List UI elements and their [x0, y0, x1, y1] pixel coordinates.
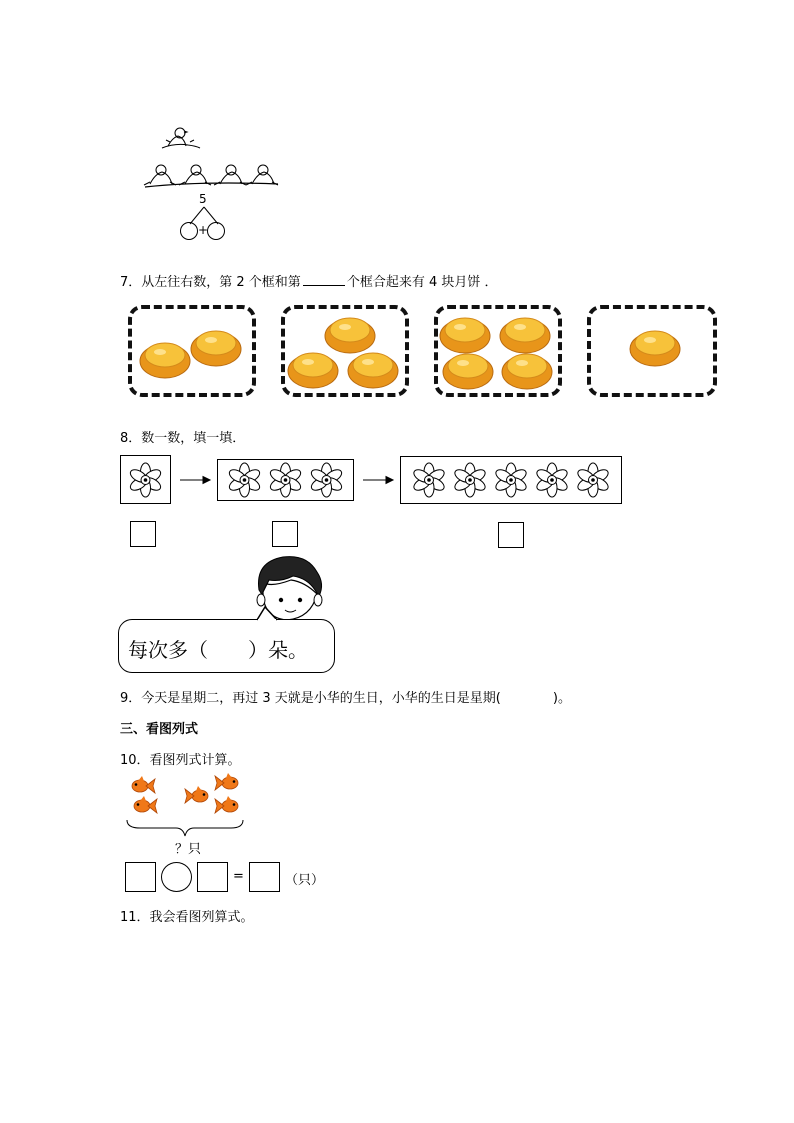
goldfish — [215, 796, 238, 813]
q10-equals-sign: = — [233, 869, 244, 884]
goldfish — [132, 776, 155, 793]
q7-suffix: 个框合起来有 4 块月饼 ． — [346, 275, 498, 290]
flower-box-1 — [120, 455, 171, 504]
q7-text — [120, 271, 497, 290]
number-tree-right-circle[interactable] — [207, 222, 225, 240]
q9-text: 9．今天是星期二，再过 3 天就是小华的生日，小华的生日是星期( )。 — [120, 691, 571, 706]
fish-question-label: ？只 — [175, 842, 202, 857]
mooncake-frame-1 — [128, 305, 256, 397]
section-heading: 三、看图列式 — [120, 722, 199, 737]
goldfish — [215, 773, 238, 790]
speech-bubble-tail — [255, 605, 295, 625]
q7-prefix: 7．从左往右数，第 2 个框和第 — [120, 275, 301, 290]
top-bird — [162, 128, 200, 148]
q8-answer-box-3[interactable] — [498, 522, 524, 548]
bird-illustration — [0, 0, 794, 190]
flower-box-2 — [217, 459, 354, 501]
number-tree-left-circle[interactable] — [180, 222, 198, 240]
q10-number-box-1[interactable] — [125, 862, 156, 892]
mooncake-frame-2 — [281, 305, 409, 397]
q8-text: 8．数一数，填一填． — [120, 431, 246, 446]
goldfish — [134, 796, 157, 813]
bubble-text: 每次多（ ）朵。 — [128, 638, 308, 662]
goldfish — [185, 786, 208, 803]
mooncake-frame-3 — [434, 305, 562, 397]
q8-answer-box-2[interactable] — [272, 521, 298, 547]
q7-answer-blank[interactable] — [303, 273, 345, 286]
arrow-1 — [180, 477, 210, 484]
q10-number-box-2[interactable] — [197, 862, 228, 892]
q10-unit: （只） — [285, 873, 325, 888]
mooncake-frame-4 — [587, 305, 717, 397]
q10-operator-circle[interactable] — [161, 862, 192, 892]
q8-answer-box-1[interactable] — [130, 521, 156, 547]
q11-text: 11．我会看图列算式。 — [120, 910, 254, 925]
number-tree-top: 5 — [199, 192, 207, 206]
number-tree-plus: + — [198, 223, 209, 237]
bottom-branch — [145, 183, 278, 187]
bottom-birds — [144, 165, 278, 185]
arrow-2 — [363, 477, 393, 484]
flower-box-3 — [400, 456, 622, 504]
q10-result-box[interactable] — [249, 862, 280, 892]
q10-text: 10．看图列式计算。 — [120, 753, 241, 768]
